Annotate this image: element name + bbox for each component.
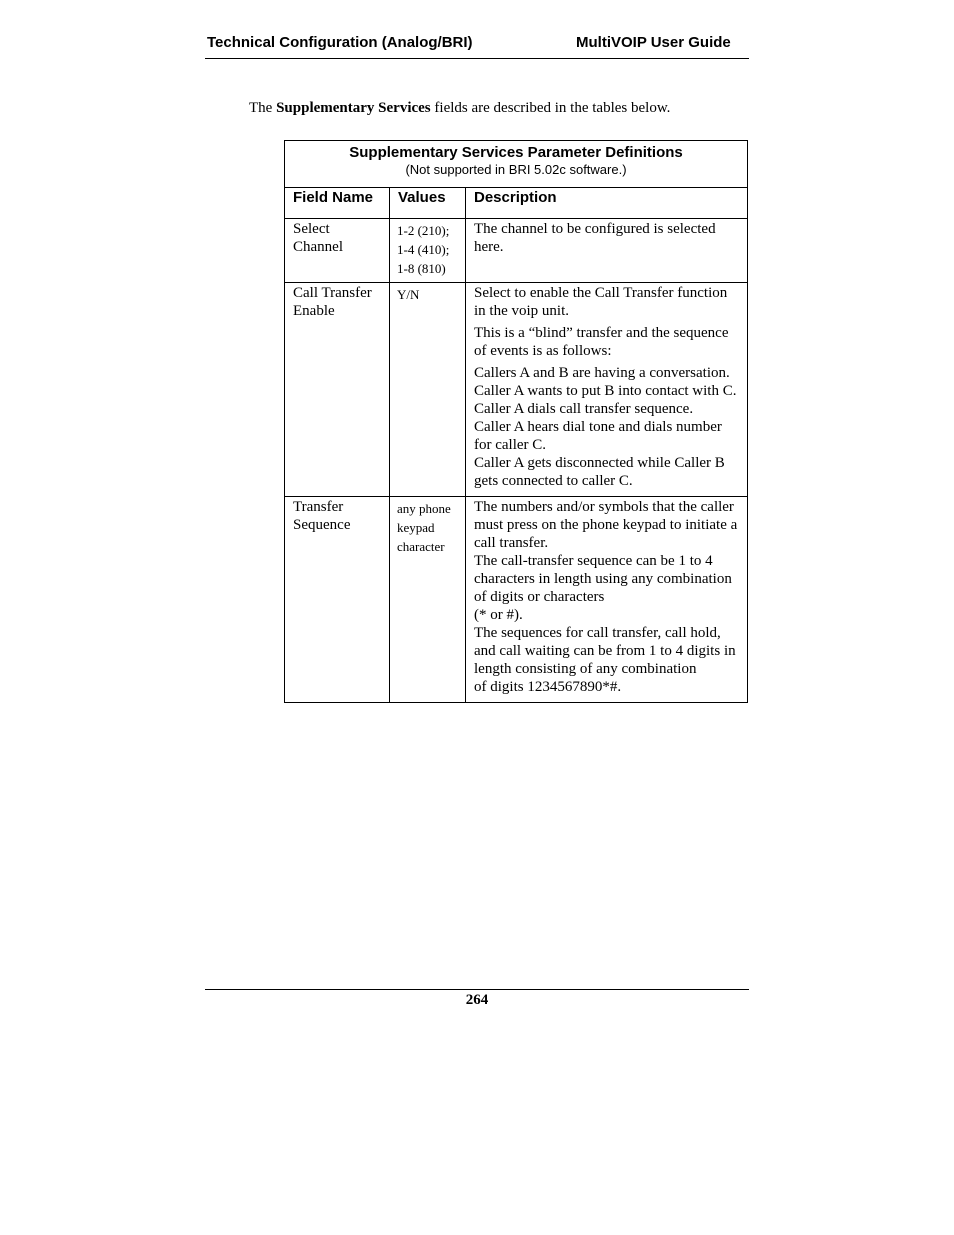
table-row — [285, 219, 748, 283]
value-line: Y/N — [397, 287, 420, 302]
value-line: character — [397, 539, 445, 554]
intro-prefix: The — [249, 100, 277, 116]
field-name-cell: Select Channel — [285, 219, 390, 283]
running-header-title: MultiVOIP User Guide — [576, 34, 731, 51]
description-step: Callers A and B are having a conversation. — [474, 365, 730, 381]
description-step: Caller A hears dial tone and dials number for caller C. — [474, 419, 722, 453]
value-line: 1-8 (810) — [397, 261, 446, 276]
header-rule — [205, 58, 749, 59]
table-title-row — [285, 141, 748, 188]
description-step: Caller A wants to put B into contact with C. — [474, 383, 737, 399]
page-number: 264 — [465, 992, 489, 1008]
description-step: Caller A dials call transfer sequence. — [474, 401, 694, 417]
intro-paragraph — [249, 100, 670, 117]
description-text: The numbers and/or symbols that the caller must press on the phone keypad to initiate a call transfer. — [474, 499, 738, 551]
value-line: 1-2 (210); — [397, 223, 450, 238]
field-name-cell: Call Transfer Enable — [285, 283, 390, 497]
value-line: any phone — [397, 501, 451, 516]
description-text: The call-transfer sequence can be 1 to 4 characters in length using any combination of digits or characters — [474, 553, 732, 605]
table-row — [285, 497, 748, 703]
intro-bold-term: Supplementary Services — [276, 100, 431, 116]
description-text: (* or #). — [474, 607, 523, 623]
description-text: The channel to be configured is selected here. — [474, 221, 716, 255]
description-steps — [474, 364, 740, 490]
table-header-row — [285, 188, 748, 219]
table-row — [285, 283, 748, 497]
column-header-field-name: Field Name — [285, 188, 390, 219]
description-cell — [466, 283, 748, 497]
description-text: The sequences for call transfer, call hold, and call waiting can be from 1 to 4 digits in length consisting of any combination — [474, 625, 736, 677]
field-name-cell: Transfer Sequence — [285, 497, 390, 703]
parameter-definitions-table — [284, 140, 748, 703]
description-text: of digits 1234567890*#. — [474, 679, 622, 695]
description-step: Caller A gets disconnected while Caller B gets connected to caller C. — [474, 455, 725, 489]
intro-suffix: fields are described in the tables below. — [430, 100, 671, 116]
values-cell — [390, 219, 466, 283]
column-header-description: Description — [466, 188, 748, 219]
footer-rule — [205, 989, 749, 990]
column-header-values: Values — [390, 188, 466, 219]
value-line: keypad — [397, 520, 435, 535]
values-cell — [390, 283, 466, 497]
running-header-section: Technical Configuration (Analog/BRI) — [207, 34, 473, 51]
table-subtitle: (Not supported in BRI 5.02c software.) — [405, 162, 627, 177]
table-title-cell — [285, 141, 748, 188]
description-text: This is a “blind” transfer and the sequence of events is as follows: — [474, 325, 729, 359]
table-title: Supplementary Services Parameter Definitions — [349, 144, 683, 161]
values-cell — [390, 497, 466, 703]
description-cell — [466, 219, 748, 283]
description-text: Select to enable the Call Transfer function in the voip unit. — [474, 285, 728, 319]
value-line: 1-4 (410); — [397, 242, 450, 257]
description-cell — [466, 497, 748, 703]
